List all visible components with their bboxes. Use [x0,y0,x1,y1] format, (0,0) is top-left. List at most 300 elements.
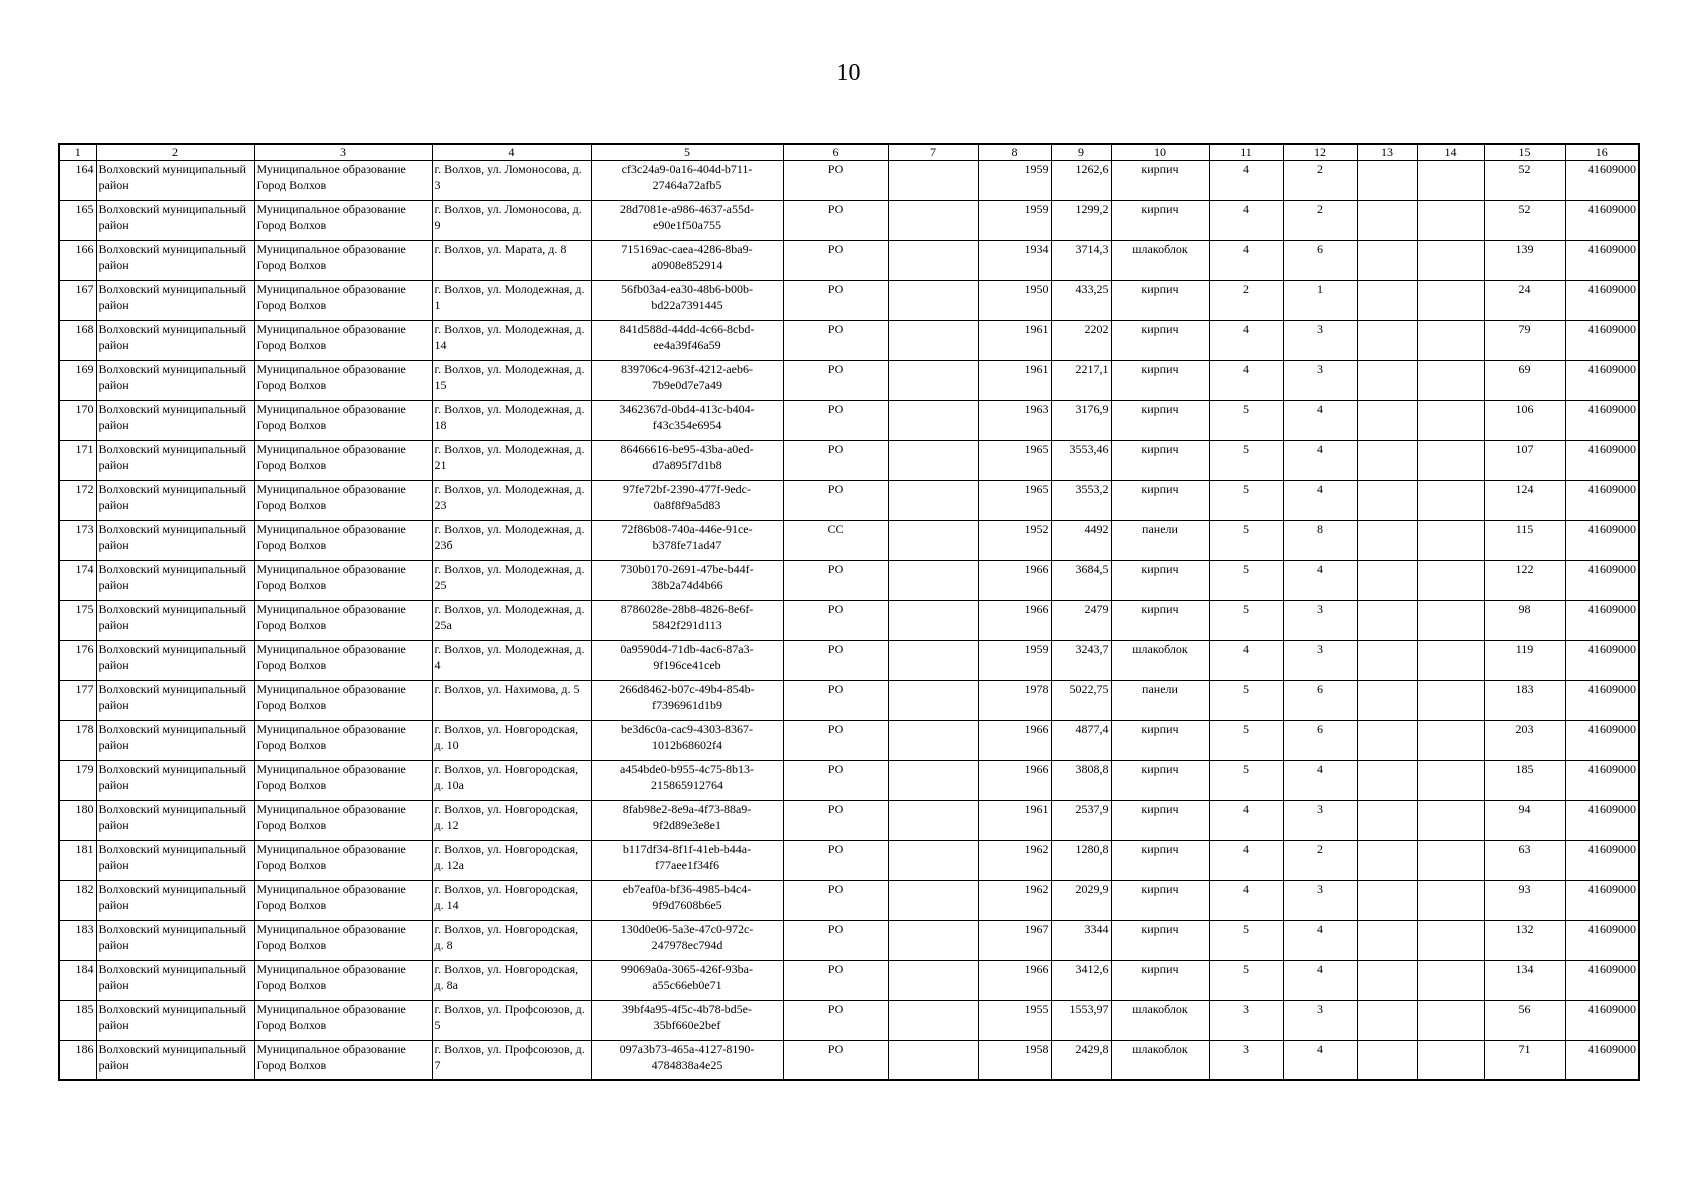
cell-col-13 [1357,1041,1417,1080]
cell-residents: 79 [1484,321,1565,361]
cell-floors: 4 [1209,321,1283,361]
cell-entrances: 4 [1283,401,1357,441]
cell-col-14 [1417,961,1484,1001]
cell-entrances: 4 [1283,481,1357,521]
cell-address: г. Волхов, ул. Молодежная, д. 23 [432,481,591,521]
cell-row-number: 171 [59,441,96,481]
column-header-1: 1 [59,144,96,161]
cell-area: 5022,75 [1051,681,1111,721]
cell-district: Волховский муниципальный район [96,441,254,481]
cell-col-13 [1357,441,1417,481]
table-row [59,681,1639,721]
cell-wall-material: кирпич [1111,561,1209,601]
cell-col-7 [888,281,978,321]
cell-row-number: 178 [59,721,96,761]
cell-row-number: 186 [59,1041,96,1080]
cell-area: 2217,1 [1051,361,1111,401]
cell-municipality: Муниципальное образование Город Волхов [254,601,432,641]
cell-address: г. Волхов, ул. Молодежная, д. 1 [432,281,591,321]
column-header-11: 11 [1209,144,1283,161]
cell-col-7 [888,641,978,681]
cell-col-14 [1417,601,1484,641]
column-header-10: 10 [1111,144,1209,161]
cell-row-number: 175 [59,601,96,641]
cell-management-form: РО [783,841,888,881]
cell-municipality: Муниципальное образование Город Волхов [254,761,432,801]
cell-oktmo: 41609000 [1565,441,1639,481]
cell-col-13 [1357,321,1417,361]
cell-wall-material: кирпич [1111,881,1209,921]
cell-residents: 94 [1484,801,1565,841]
cell-col-7 [888,481,978,521]
cell-col-14 [1417,841,1484,881]
cell-col-7 [888,161,978,201]
cell-municipality: Муниципальное образование Город Волхов [254,641,432,681]
cell-row-number: 174 [59,561,96,601]
cell-floors: 4 [1209,361,1283,401]
cell-col-13 [1357,681,1417,721]
cell-entrances: 4 [1283,961,1357,1001]
cell-address: г. Волхов, ул. Новгородская, д. 14 [432,881,591,921]
cell-residents: 139 [1484,241,1565,281]
cell-municipality: Муниципальное образование Город Волхов [254,881,432,921]
cell-house-guid: 28d7081e-a986-4637-a55d-e90e1f50a755 [591,201,783,241]
cell-wall-material: шлакоблок [1111,641,1209,681]
table-row [59,241,1639,281]
cell-district: Волховский муниципальный район [96,961,254,1001]
table-row [59,161,1639,201]
cell-col-7 [888,601,978,641]
cell-management-form: РО [783,1041,888,1080]
cell-residents: 106 [1484,401,1565,441]
cell-oktmo: 41609000 [1565,241,1639,281]
cell-house-guid: 99069a0a-3065-426f-93ba-a55c66eb0e71 [591,961,783,1001]
cell-col-14 [1417,361,1484,401]
table-row [59,1001,1639,1041]
cell-wall-material: кирпич [1111,401,1209,441]
column-header-5: 5 [591,144,783,161]
cell-col-7 [888,921,978,961]
cell-municipality: Муниципальное образование Город Волхов [254,801,432,841]
cell-col-14 [1417,241,1484,281]
cell-entrances: 4 [1283,441,1357,481]
cell-house-guid: 839706c4-963f-4212-aeb6-7b9e0d7e7a49 [591,361,783,401]
table-row [59,1041,1639,1080]
cell-oktmo: 41609000 [1565,161,1639,201]
cell-address: г. Волхов, ул. Новгородская, д. 12 [432,801,591,841]
cell-area: 3344 [1051,921,1111,961]
column-header-6: 6 [783,144,888,161]
cell-oktmo: 41609000 [1565,681,1639,721]
housing-registry-table [58,143,1640,1081]
cell-build-year: 1965 [978,441,1051,481]
cell-area: 3808,8 [1051,761,1111,801]
cell-residents: 124 [1484,481,1565,521]
cell-residents: 93 [1484,881,1565,921]
cell-area: 1553,97 [1051,1001,1111,1041]
cell-residents: 119 [1484,641,1565,681]
cell-district: Волховский муниципальный район [96,161,254,201]
cell-build-year: 1966 [978,561,1051,601]
cell-area: 2429,8 [1051,1041,1111,1080]
cell-col-13 [1357,721,1417,761]
cell-residents: 52 [1484,201,1565,241]
cell-house-guid: 715169ac-caea-4286-8ba9-a0908e852914 [591,241,783,281]
cell-entrances: 4 [1283,761,1357,801]
cell-district: Волховский муниципальный район [96,201,254,241]
cell-row-number: 177 [59,681,96,721]
cell-col-14 [1417,801,1484,841]
cell-district: Волховский муниципальный район [96,361,254,401]
cell-floors: 4 [1209,841,1283,881]
cell-residents: 185 [1484,761,1565,801]
cell-management-form: РО [783,681,888,721]
cell-build-year: 1962 [978,881,1051,921]
cell-residents: 203 [1484,721,1565,761]
cell-residents: 122 [1484,561,1565,601]
cell-wall-material: кирпич [1111,601,1209,641]
cell-residents: 183 [1484,681,1565,721]
cell-build-year: 1967 [978,921,1051,961]
cell-municipality: Муниципальное образование Город Волхов [254,921,432,961]
cell-management-form: РО [783,401,888,441]
cell-residents: 132 [1484,921,1565,961]
cell-build-year: 1959 [978,201,1051,241]
cell-entrances: 3 [1283,601,1357,641]
cell-oktmo: 41609000 [1565,481,1639,521]
cell-row-number: 179 [59,761,96,801]
cell-col-13 [1357,201,1417,241]
cell-management-form: РО [783,481,888,521]
cell-residents: 56 [1484,1001,1565,1041]
cell-oktmo: 41609000 [1565,721,1639,761]
cell-col-13 [1357,881,1417,921]
cell-build-year: 1952 [978,521,1051,561]
cell-oktmo: 41609000 [1565,1001,1639,1041]
cell-district: Волховский муниципальный район [96,641,254,681]
cell-district: Волховский муниципальный район [96,1041,254,1080]
cell-house-guid: a454bde0-b955-4c75-8b13-215865912764 [591,761,783,801]
cell-floors: 4 [1209,161,1283,201]
cell-col-13 [1357,921,1417,961]
cell-residents: 63 [1484,841,1565,881]
column-header-14: 14 [1417,144,1484,161]
cell-oktmo: 41609000 [1565,401,1639,441]
cell-row-number: 184 [59,961,96,1001]
cell-management-form: РО [783,161,888,201]
cell-col-13 [1357,481,1417,521]
cell-house-guid: 8786028e-28b8-4826-8e6f-5842f291d113 [591,601,783,641]
cell-entrances: 6 [1283,681,1357,721]
cell-col-14 [1417,881,1484,921]
cell-build-year: 1961 [978,361,1051,401]
cell-district: Волховский муниципальный район [96,601,254,641]
cell-row-number: 181 [59,841,96,881]
cell-area: 2537,9 [1051,801,1111,841]
cell-col-7 [888,241,978,281]
cell-district: Волховский муниципальный район [96,801,254,841]
table-row [59,961,1639,1001]
table-row [59,521,1639,561]
cell-entrances: 4 [1283,561,1357,601]
cell-house-guid: 730b0170-2691-47be-b44f-38b2a74d4b66 [591,561,783,601]
cell-municipality: Муниципальное образование Город Волхов [254,241,432,281]
cell-municipality: Муниципальное образование Город Волхов [254,281,432,321]
cell-management-form: РО [783,801,888,841]
cell-floors: 2 [1209,281,1283,321]
cell-col-13 [1357,761,1417,801]
cell-floors: 3 [1209,1001,1283,1041]
cell-build-year: 1958 [978,1041,1051,1080]
cell-municipality: Муниципальное образование Город Волхов [254,521,432,561]
column-header-2: 2 [96,144,254,161]
cell-area: 3243,7 [1051,641,1111,681]
cell-municipality: Муниципальное образование Город Волхов [254,321,432,361]
cell-oktmo: 41609000 [1565,761,1639,801]
table-row [59,441,1639,481]
cell-management-form: РО [783,761,888,801]
cell-oktmo: 41609000 [1565,281,1639,321]
cell-col-14 [1417,161,1484,201]
cell-floors: 4 [1209,241,1283,281]
cell-entrances: 2 [1283,161,1357,201]
cell-col-7 [888,961,978,1001]
cell-oktmo: 41609000 [1565,521,1639,561]
cell-build-year: 1966 [978,601,1051,641]
cell-municipality: Муниципальное образование Город Волхов [254,561,432,601]
table-row [59,761,1639,801]
table-row [59,201,1639,241]
cell-municipality: Муниципальное образование Город Волхов [254,1041,432,1080]
cell-address: г. Волхов, ул. Молодежная, д. 25 [432,561,591,601]
cell-area: 4877,4 [1051,721,1111,761]
cell-wall-material: кирпич [1111,361,1209,401]
cell-area: 2029,9 [1051,881,1111,921]
cell-col-14 [1417,721,1484,761]
cell-col-14 [1417,201,1484,241]
cell-col-14 [1417,681,1484,721]
cell-col-14 [1417,441,1484,481]
cell-house-guid: 841d588d-44dd-4c66-8cbd-ee4a39f46a59 [591,321,783,361]
cell-residents: 52 [1484,161,1565,201]
cell-residents: 98 [1484,601,1565,641]
cell-area: 3553,2 [1051,481,1111,521]
cell-address: г. Волхов, ул. Молодежная, д. 23б [432,521,591,561]
cell-col-14 [1417,561,1484,601]
cell-municipality: Муниципальное образование Город Волхов [254,681,432,721]
cell-floors: 5 [1209,921,1283,961]
cell-entrances: 1 [1283,281,1357,321]
cell-floors: 5 [1209,441,1283,481]
cell-row-number: 168 [59,321,96,361]
cell-area: 433,25 [1051,281,1111,321]
cell-entrances: 3 [1283,361,1357,401]
cell-col-7 [888,401,978,441]
cell-oktmo: 41609000 [1565,201,1639,241]
column-header-13: 13 [1357,144,1417,161]
cell-municipality: Муниципальное образование Город Волхов [254,361,432,401]
cell-col-13 [1357,841,1417,881]
cell-wall-material: кирпич [1111,441,1209,481]
cell-build-year: 1955 [978,1001,1051,1041]
cell-district: Волховский муниципальный район [96,921,254,961]
cell-entrances: 3 [1283,321,1357,361]
cell-house-guid: 3462367d-0bd4-413c-b404-f43c354e6954 [591,401,783,441]
cell-house-guid: be3d6c0a-cac9-4303-8367-1012b68602f4 [591,721,783,761]
cell-wall-material: кирпич [1111,961,1209,1001]
cell-house-guid: 56fb03a4-ea30-48b6-b00b-bd22a7391445 [591,281,783,321]
cell-row-number: 167 [59,281,96,321]
cell-residents: 107 [1484,441,1565,481]
cell-address: г. Волхов, ул. Новгородская, д. 8 [432,921,591,961]
cell-col-13 [1357,241,1417,281]
cell-floors: 3 [1209,1041,1283,1080]
table-row [59,921,1639,961]
cell-municipality: Муниципальное образование Город Волхов [254,481,432,521]
table-row [59,641,1639,681]
cell-area: 3553,46 [1051,441,1111,481]
cell-col-14 [1417,921,1484,961]
cell-build-year: 1950 [978,281,1051,321]
cell-entrances: 3 [1283,801,1357,841]
cell-row-number: 182 [59,881,96,921]
cell-municipality: Муниципальное образование Город Волхов [254,201,432,241]
cell-house-guid: 0a9590d4-71db-4ac6-87a3-9f196ce41ceb [591,641,783,681]
cell-address: г. Волхов, ул. Молодежная, д. 18 [432,401,591,441]
table-body [59,161,1639,1080]
cell-district: Волховский муниципальный район [96,481,254,521]
cell-area: 1280,8 [1051,841,1111,881]
cell-build-year: 1962 [978,841,1051,881]
cell-build-year: 1959 [978,641,1051,681]
cell-district: Волховский муниципальный район [96,881,254,921]
cell-wall-material: шлакоблок [1111,1001,1209,1041]
cell-col-14 [1417,401,1484,441]
cell-residents: 134 [1484,961,1565,1001]
cell-house-guid: 86466616-be95-43ba-a0ed-d7a895f7d1b8 [591,441,783,481]
cell-address: г. Волхов, ул. Молодежная, д. 14 [432,321,591,361]
cell-residents: 71 [1484,1041,1565,1080]
table-row [59,601,1639,641]
cell-house-guid: b117df34-8f1f-41eb-b44a-f77aee1f34f6 [591,841,783,881]
cell-district: Волховский муниципальный район [96,561,254,601]
cell-col-7 [888,561,978,601]
cell-address: г. Волхов, ул. Марата, д. 8 [432,241,591,281]
table-row [59,881,1639,921]
cell-col-14 [1417,521,1484,561]
cell-col-13 [1357,1001,1417,1041]
cell-floors: 5 [1209,681,1283,721]
page-number: 10 [836,60,861,86]
cell-build-year: 1965 [978,481,1051,521]
cell-area: 3684,5 [1051,561,1111,601]
cell-address: г. Волхов, ул. Нахимова, д. 5 [432,681,591,721]
cell-oktmo: 41609000 [1565,361,1639,401]
cell-house-guid: eb7eaf0a-bf36-4985-b4c4-9f9d7608b6e5 [591,881,783,921]
cell-address: г. Волхов, ул. Профсоюзов, д. 7 [432,1041,591,1080]
cell-row-number: 165 [59,201,96,241]
cell-entrances: 4 [1283,1041,1357,1080]
cell-district: Волховский муниципальный район [96,1001,254,1041]
cell-wall-material: шлакоблок [1111,241,1209,281]
header-row [59,144,1639,161]
cell-build-year: 1966 [978,761,1051,801]
cell-wall-material: панели [1111,521,1209,561]
column-header-7: 7 [888,144,978,161]
cell-col-13 [1357,601,1417,641]
cell-floors: 5 [1209,401,1283,441]
table-row [59,481,1639,521]
cell-house-guid: cf3c24a9-0a16-404d-b711-27464a72afb5 [591,161,783,201]
cell-wall-material: кирпич [1111,801,1209,841]
cell-house-guid: 72f86b08-740a-446e-91ce-b378fe71ad47 [591,521,783,561]
cell-wall-material: кирпич [1111,481,1209,521]
cell-floors: 5 [1209,761,1283,801]
cell-oktmo: 41609000 [1565,1041,1639,1080]
cell-oktmo: 41609000 [1565,801,1639,841]
cell-wall-material: панели [1111,681,1209,721]
cell-col-13 [1357,401,1417,441]
cell-entrances: 3 [1283,881,1357,921]
cell-management-form: РО [783,441,888,481]
cell-house-guid: 266d8462-b07c-49b4-854b-f7396961d1b9 [591,681,783,721]
cell-build-year: 1978 [978,681,1051,721]
cell-residents: 115 [1484,521,1565,561]
cell-house-guid: 130d0e06-5a3e-47c0-972c-247978ec794d [591,921,783,961]
cell-col-13 [1357,641,1417,681]
cell-col-14 [1417,481,1484,521]
table-row [59,721,1639,761]
cell-district: Волховский муниципальный район [96,521,254,561]
cell-house-guid: 097a3b73-465a-4127-8190-4784838a4e25 [591,1041,783,1080]
table-row [59,361,1639,401]
cell-wall-material: кирпич [1111,201,1209,241]
cell-district: Волховский муниципальный район [96,241,254,281]
cell-entrances: 2 [1283,841,1357,881]
cell-oktmo: 41609000 [1565,601,1639,641]
cell-oktmo: 41609000 [1565,881,1639,921]
cell-area: 2479 [1051,601,1111,641]
cell-entrances: 2 [1283,201,1357,241]
cell-row-number: 185 [59,1001,96,1041]
cell-build-year: 1959 [978,161,1051,201]
cell-address: г. Волхов, ул. Новгородская, д. 8а [432,961,591,1001]
cell-management-form: РО [783,881,888,921]
cell-row-number: 180 [59,801,96,841]
cell-row-number: 176 [59,641,96,681]
column-header-15: 15 [1484,144,1565,161]
cell-entrances: 6 [1283,721,1357,761]
cell-col-7 [888,1001,978,1041]
cell-col-7 [888,841,978,881]
cell-management-form: РО [783,961,888,1001]
cell-residents: 24 [1484,281,1565,321]
cell-col-14 [1417,761,1484,801]
cell-area: 2202 [1051,321,1111,361]
cell-entrances: 6 [1283,241,1357,281]
cell-floors: 5 [1209,561,1283,601]
cell-address: г. Волхов, ул. Молодежная, д. 15 [432,361,591,401]
cell-area: 1262,6 [1051,161,1111,201]
column-header-3: 3 [254,144,432,161]
cell-wall-material: кирпич [1111,321,1209,361]
cell-entrances: 3 [1283,641,1357,681]
column-header-4: 4 [432,144,591,161]
cell-build-year: 1963 [978,401,1051,441]
cell-wall-material: кирпич [1111,841,1209,881]
cell-entrances: 4 [1283,921,1357,961]
cell-floors: 5 [1209,521,1283,561]
